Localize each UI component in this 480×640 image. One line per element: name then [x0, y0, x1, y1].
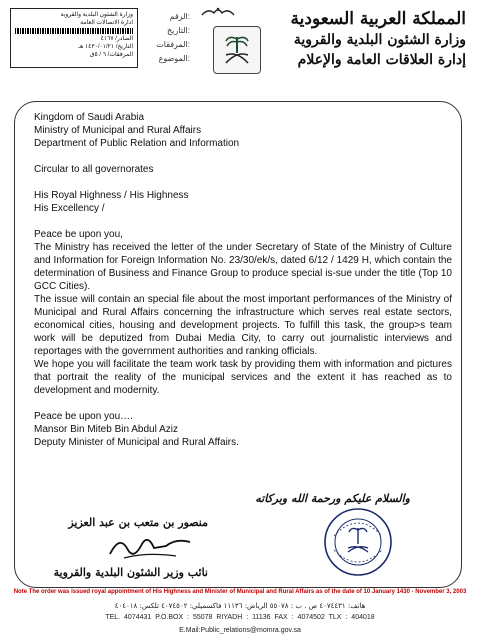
stamp-line: الصادر/ ٤١٦٧ — [100, 36, 133, 42]
arabic-signer-title: نائب وزير الشئون البلدية والقروية — [53, 566, 208, 579]
stamp-line: وزارة الشئون البلدية والقروية — [60, 12, 133, 18]
field-label-attachments: المرفقات: — [156, 40, 190, 49]
registration-stamp — [10, 8, 138, 68]
palm-swords-icon — [218, 31, 256, 69]
signer-title: Deputy Minister of Municipal and Rural Affairs. — [34, 437, 239, 448]
red-appointment-note: Note The order was issued royal appointment of His Highness and Minister of Municipal and Rural Affairs as of the date of 10 January 1430 - November 3, 2003 — [13, 589, 467, 595]
body-paragraph: We hope you will facilitate the team work task by providing them with information and pictures that portrait the reality of the municipal services and the extent it has reached as to development and modernity. — [34, 359, 452, 396]
footer-contact-english: TEL. 4074431 P.O.BOX : 55078 RIYADH : 11136 FAX : 4074502 TLX : 404018 — [105, 614, 375, 621]
field-label-number: الرقم: — [169, 12, 190, 21]
ministry-title: وزارة الشئون البلدية والقروية — [293, 32, 466, 48]
ministry-letterhead — [266, 8, 466, 70]
footer-email: E.Mail:Public_relations@momra.gov.sa — [179, 627, 301, 634]
greeting: Peace be upon you, — [34, 229, 123, 240]
field-label-date: التاريخ: — [167, 26, 190, 35]
org-line: Department of Public Relation and Information — [34, 138, 240, 149]
circular-heading: Circular to all governorates — [34, 164, 154, 175]
official-seal-icon — [322, 506, 394, 578]
footer-contact-arabic: هاتف: ٤٠٧٤٤٣١ ص . ب : ٥٥٠٧٨ الرياض: ١١١٣٦ فاكسميلي: ٤٠٧٤٥٠٢ تلكس: ٤٠٤٠١٨ — [114, 602, 366, 610]
signer-name: Mansor Bin Miteb Bin Abdul Aziz — [34, 424, 178, 435]
barcode-icon — [15, 28, 133, 34]
field-label-subject: الموضوع: — [158, 54, 190, 63]
basmala-ornament-icon — [200, 6, 236, 18]
org-line: Ministry of Municipal and Rural Affairs — [34, 125, 202, 136]
arabic-closing: والسلام عليكم ورحمة الله وبركاته — [255, 492, 410, 505]
palm-swords-emblem — [213, 26, 261, 74]
address-line: His Royal Highness / His Highness — [34, 190, 189, 201]
kingdom-title: المملكة العربية السعودية — [290, 9, 466, 29]
body-paragraph: The issue will contain an special file about the most important performances of the Ministry of Municipal and Rural Affairs concerning the infrastructure which serves real estate sectors, economical cities, housing and development projects. To fulfill this task, the group>s team work will be deputized from Dubai Media City, to carry out journalistic interviews and reportages with the government authorities and ranking officials. — [34, 294, 452, 357]
address-line: His Excellency / — [34, 203, 105, 214]
handwritten-signature-icon — [106, 528, 196, 564]
department-title: إدارة العلاقات العامة والإعلام — [297, 52, 466, 68]
reference-field-labels — [140, 10, 190, 66]
stamp-line: ادارة الاتصالات العامة — [80, 20, 133, 26]
stamp-line: المرفقات/ ٦ / ٥ق — [89, 52, 133, 58]
arabic-signer-name: منصور بن متعب بن عبد العزيز — [68, 516, 208, 529]
letter-body — [34, 111, 452, 449]
closing: Peace be upon you…. — [34, 411, 133, 422]
body-paragraph: The Ministry has received the letter of the under Secretary of State of the Ministry of Culture and Information for Foreign Information No. 23/30/ek/s, dated 6/12 / 1429 H, which contain the determination of Business and Finance Group to produce special is-sue under the title (Top 10 GCC Cities). — [34, 242, 452, 292]
stamp-line: التاريخ/ ١٤٣٠/٠١/٢١ هـ — [78, 44, 133, 50]
org-line: Kingdom of Saudi Arabia — [34, 112, 145, 123]
